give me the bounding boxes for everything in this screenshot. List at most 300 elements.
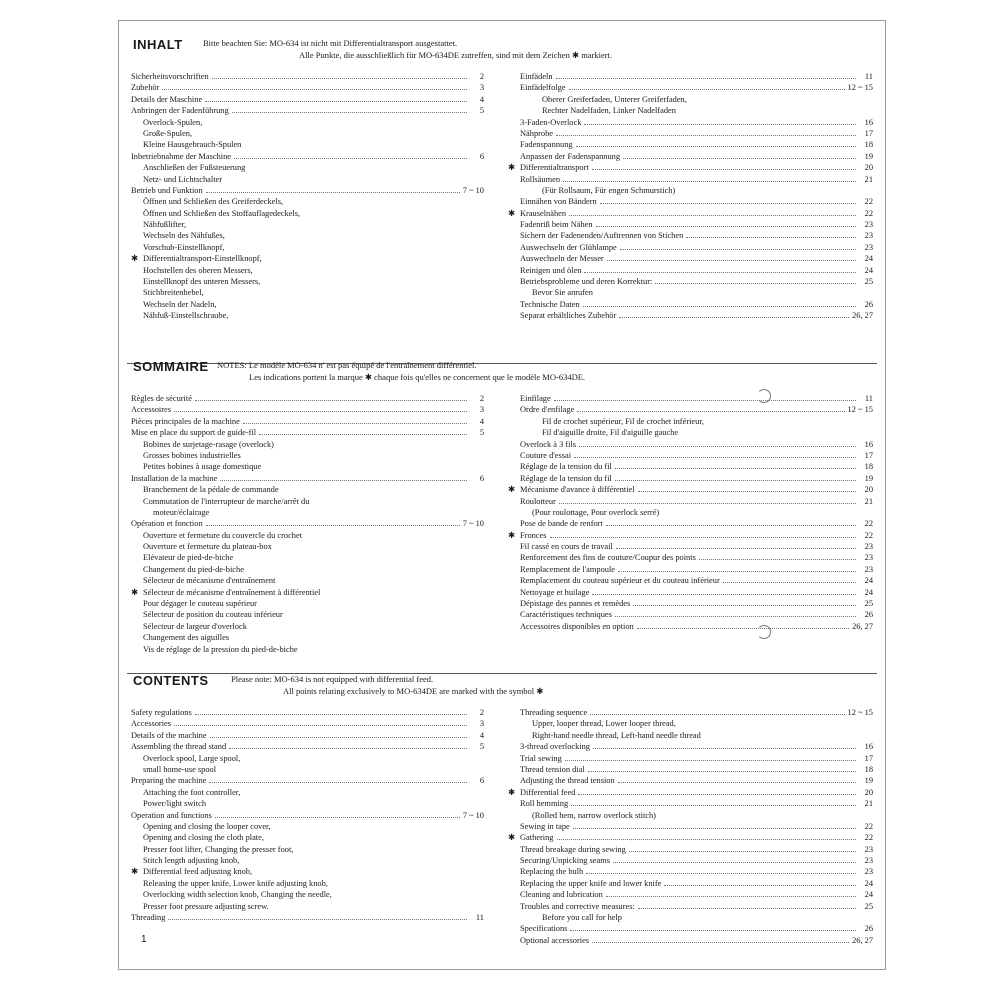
toc-entry-label: Separat erhältliches Zubehör — [520, 311, 617, 321]
toc-entry-label: Öffnen und Schließen des Greiferdeckels, — [143, 197, 284, 207]
toc-entry — [131, 117, 484, 128]
toc-entry-page: 22 — [864, 197, 873, 207]
toc-entry-page: 24 — [864, 265, 873, 275]
toc-entry-label: Branchement de la pédale de commande — [143, 485, 279, 495]
toc-entry-page: 12 ~ 15 — [847, 405, 873, 415]
leader-dots — [576, 139, 856, 147]
toc-entry — [520, 878, 873, 889]
toc-entry-label: Pour dégager le couteau supérieur — [143, 599, 257, 609]
leader-dots — [584, 265, 856, 273]
leader-dots — [590, 707, 844, 715]
toc-entry-label: Safety regulations — [131, 708, 192, 717]
toc-entry-label: Öffnen und Schließen des Stoffauflagedeckels, — [143, 208, 301, 218]
toc-entry — [520, 174, 873, 185]
toc-entry-label: Couture d'essai — [520, 450, 572, 460]
toc-entry — [131, 741, 484, 752]
section-note: Alle Punkte, die ausschließlich für MO-634DE zutreffen, sind mit dem Zeichen ✱ markiert. — [299, 50, 613, 60]
toc-entry — [131, 798, 484, 809]
toc-entry-label: Bobines de surjetage-rasage (overlock) — [143, 439, 274, 449]
toc-entry-page: 12 ~ 15 — [847, 708, 873, 717]
toc-entry — [520, 923, 873, 934]
leader-dots — [615, 609, 856, 617]
toc-entry — [131, 287, 484, 298]
toc-entry-label: Overlocking width selection knob, Changing the needle, — [143, 890, 332, 900]
toc-entry — [520, 621, 873, 632]
toc-entry-label: Accessoires — [131, 405, 171, 415]
toc-entry-label: Threading sequence — [520, 708, 588, 717]
leader-dots — [557, 832, 857, 840]
toc-entry-label: Details der Maschine — [131, 94, 203, 104]
toc-entry-label: Hochstellen des oberen Messers, — [143, 265, 253, 275]
toc-entry-label: Differentialtransport — [520, 163, 589, 173]
toc-entry-label: Troubles and corrective measures: — [520, 901, 635, 911]
toc-entry-label: Releasing the upper knife, Lower knife adjusting knob, — [143, 878, 328, 888]
leader-dots — [618, 564, 856, 572]
toc-entry-page: 23 — [864, 564, 873, 574]
toc-entry-label: moteur/éclairage — [153, 507, 210, 517]
leader-dots — [569, 208, 856, 216]
toc-entry-label: Adjusting the thread tension — [520, 776, 615, 786]
toc-entry-label: Mécanisme d'avance à différentiel — [520, 485, 635, 495]
toc-entry-label: Specifications — [520, 924, 568, 934]
toc-entry — [520, 265, 873, 276]
toc-entry-page: 23 — [864, 542, 873, 552]
toc-entry-label: (Für Rollsaum, Für engen Schmurstich) — [542, 185, 676, 195]
toc-entry — [131, 901, 484, 912]
leader-dots — [195, 393, 467, 401]
toc-entry-page: 26 — [864, 299, 873, 309]
toc-entry-label: Differential feed adjusting knob, — [143, 867, 253, 877]
toc-entry-page: 22 — [864, 530, 873, 540]
toc-entry-page: 5 — [479, 742, 484, 752]
toc-entry-label: Opening and closing the cloth plate, — [143, 833, 264, 843]
toc-entry-label: Sichern der Fadenenden/Auftrennen von Stichen — [520, 231, 684, 241]
toc-entry-label: Inbetriebnahme der Maschine — [131, 151, 231, 161]
toc-entry-label: Installation de la machine — [131, 473, 218, 483]
toc-entry — [520, 901, 873, 912]
leader-dots — [577, 404, 844, 412]
toc-entry-label: Details of the machine — [131, 730, 207, 740]
toc-entry-page: 24 — [864, 254, 873, 264]
leader-dots — [699, 552, 856, 560]
toc-entry-label: Differentialtransport-Einstellknopf, — [143, 254, 262, 264]
toc-entry-label: (Pour roulottage, Pour overlock serré) — [532, 507, 660, 517]
leader-dots — [615, 461, 856, 469]
toc-entry-label: Right-hand needle thread, Left-hand needle thread — [532, 730, 701, 740]
toc-entry — [520, 439, 873, 450]
toc-entry-label: Thread breakage during sewing — [520, 844, 626, 854]
leader-dots — [592, 162, 856, 170]
toc-entry-page: 5 — [479, 106, 484, 116]
toc-entry — [520, 935, 873, 946]
toc-entry-label: Thread tension dial — [520, 764, 585, 774]
toc-entry — [520, 71, 873, 82]
toc-entry — [520, 253, 873, 264]
toc-entry — [131, 632, 484, 643]
toc-entry — [131, 439, 484, 450]
toc-entry: ✱ Differential feed adjusting knob, — [131, 867, 253, 877]
toc-entry-page: 21 — [864, 496, 873, 506]
toc-entry — [131, 265, 484, 276]
document-page — [118, 20, 886, 970]
toc-entry-label: Große-Spulen, — [143, 128, 193, 138]
toc-entry-page: 26, 27 — [852, 621, 873, 631]
toc-entry — [131, 775, 484, 786]
toc-entry-label: Presser foot pressure adjusting screw. — [143, 901, 269, 911]
leader-dots — [655, 276, 856, 284]
toc-entry-page: 22 — [864, 821, 873, 831]
toc-entry-page: 24 — [864, 890, 873, 900]
toc-entry-page: 3 — [479, 83, 484, 93]
toc-entry — [520, 889, 873, 900]
leader-dots — [600, 196, 856, 204]
leader-dots — [206, 518, 460, 526]
section-contents — [131, 669, 873, 945]
toc-entry — [520, 753, 873, 764]
leader-dots — [606, 889, 856, 897]
leader-dots — [174, 718, 467, 726]
toc-entry-label: Oberer Greiferfaden, Unterer Greiferfaden, — [542, 94, 687, 104]
toc-entry — [131, 105, 484, 116]
toc-entry — [131, 299, 484, 310]
toc-entry-label: Netz- und Lichtschalter — [143, 174, 223, 184]
toc-entry-label: Optional accessories — [520, 935, 590, 945]
toc-entry-label: Bevor Sie anrufen — [532, 288, 593, 298]
toc-entry-label: Gathering — [520, 833, 554, 843]
toc-entry-label: Dépistage des pannes et remèdes — [520, 599, 631, 609]
toc-entry-page: 24 — [864, 576, 873, 586]
toc-entry-label: Zubehör — [131, 83, 160, 93]
leader-dots — [243, 416, 467, 424]
toc-column-right — [508, 71, 873, 322]
toc-entry-page: 25 — [864, 901, 873, 911]
leader-dots — [550, 530, 856, 538]
toc-entry — [131, 461, 484, 472]
leader-dots — [613, 855, 856, 863]
leader-dots — [616, 541, 856, 549]
toc-entry-page: 7 ~ 10 — [462, 519, 484, 529]
toc-entry-page: 21 — [864, 799, 873, 809]
leader-dots — [195, 707, 467, 715]
toc-entry-page: 19 — [864, 151, 873, 161]
toc-entry-label: Mise en place du support de guide-fil — [131, 428, 257, 438]
toc-entry — [131, 707, 484, 718]
toc-entry-label: Einfädelfolge — [520, 83, 566, 93]
toc-entry-label: Trial sewing — [520, 753, 562, 763]
toc-entry-label: Roulotteur — [520, 496, 556, 506]
toc-entry — [520, 310, 873, 321]
toc-entry-label: Einnähen von Bändern — [520, 197, 597, 207]
toc-entry-label: Cleaning and lubrication — [520, 890, 603, 900]
toc-entry-label: Replacing the bulb — [520, 867, 584, 877]
toc-entry — [520, 541, 873, 552]
toc-entry-label: Preparing the machine — [131, 776, 207, 786]
toc-entry — [520, 117, 873, 128]
toc-entry — [131, 242, 484, 253]
toc-entry — [131, 575, 484, 586]
toc-entry — [520, 775, 873, 786]
toc-entry — [520, 718, 873, 729]
toc-entry-label: Réglage de la tension du fil — [520, 462, 612, 472]
toc-entry — [131, 507, 484, 518]
toc-entry — [131, 94, 484, 105]
toc-entry — [520, 707, 873, 718]
toc-entry-page: 20 — [864, 787, 873, 797]
toc-entry — [520, 416, 873, 427]
toc-entry: ✱ Sélecteur de mécanisme d'entraînement à différentiel — [131, 587, 321, 597]
toc-entry-label: Einfilage — [520, 394, 551, 403]
toc-entry-page: 26 — [864, 924, 873, 934]
toc-entry-label: Replacing the upper knife and lower knife — [520, 878, 662, 888]
toc-entry — [520, 866, 873, 877]
toc-column-left — [131, 393, 484, 655]
toc-entry — [131, 151, 484, 162]
toc-entry-label: Stitch length adjusting knob, — [143, 856, 240, 866]
toc-entry-label: Réglage de la tension du fil — [520, 473, 612, 483]
toc-entry-label: Sélecteur de position du couteau inférieur — [143, 610, 283, 620]
toc-entry — [131, 219, 484, 230]
toc-entry — [131, 139, 484, 150]
toc-entry — [131, 621, 484, 632]
toc-entry-page: 3 — [479, 405, 484, 415]
toc-entry-label: Renforcement des fins de couture/Coupur des points — [520, 553, 696, 563]
toc-entry-label: Operation and functions — [131, 810, 212, 820]
leader-dots — [578, 787, 856, 795]
leader-dots — [162, 82, 467, 90]
toc-entry: ✱ Gathering 22 — [508, 833, 873, 843]
toc-entry-label: Betriebsprobleme und deren Korrektur: — [520, 277, 653, 287]
toc-entry — [520, 404, 873, 415]
toc-entry — [131, 393, 484, 404]
toc-entry-label: Rechter Nadelfaden, Linker Nadelfaden — [542, 106, 676, 116]
toc-entry — [520, 242, 873, 253]
toc-entry — [131, 644, 484, 655]
toc-entry — [131, 518, 484, 529]
toc-entry — [131, 541, 484, 552]
toc-entry-label: Petites bobines à usage domestique — [143, 462, 262, 472]
section-inhalt — [131, 33, 873, 358]
toc-entry-page: 6 — [479, 473, 484, 483]
toc-entry-label: Nähprobe — [520, 128, 554, 138]
toc-entry — [131, 473, 484, 484]
toc-entry-label: 3-Faden-Overlock — [520, 117, 582, 127]
toc-entry-page: 23 — [864, 231, 873, 241]
leader-dots — [259, 427, 467, 435]
toc-entry-label: Sélecteur de mécanisme d'entraînement à différentiel — [143, 587, 321, 597]
toc-entry-page: 7 ~ 10 — [462, 185, 484, 195]
toc-entry-label: Wechseln der Nadeln, — [143, 299, 217, 309]
leader-dots — [210, 730, 467, 738]
leader-dots — [606, 518, 856, 526]
toc-entry-label: Einfädeln — [520, 72, 553, 81]
section-title: INHALT — [133, 37, 183, 52]
toc-entry-page: 7 ~ 10 — [462, 810, 484, 820]
toc-entry — [131, 427, 484, 438]
toc-entry-label: Commutation de l'interrupteur de marche/arrêt du — [143, 496, 310, 506]
toc-entry-label: Wechseln des Nähfußes, — [143, 231, 225, 241]
section-note: NOTES: Le modèle MO-634 n' est pas équipé de l'entraînement différentiel. — [217, 360, 477, 370]
toc-entry — [131, 821, 484, 832]
leader-dots — [174, 404, 467, 412]
toc-entry — [131, 276, 484, 287]
toc-entry-page: 25 — [864, 599, 873, 609]
toc-entry-page: 4 — [479, 730, 484, 740]
toc-entry-label: Fronces — [520, 530, 547, 540]
leader-dots — [573, 821, 856, 829]
toc-entry-label: Anbringen der Fadenführung — [131, 106, 229, 116]
toc-entry-page: 25 — [864, 277, 873, 287]
section-title: SOMMAIRE — [133, 359, 209, 374]
toc-entry-label: (Rolled hem, narrow overlock stitch) — [532, 810, 656, 820]
toc-entry — [520, 609, 873, 620]
toc-entry-label: Pièces principales de la machine — [131, 416, 240, 426]
toc-entry — [520, 450, 873, 461]
toc-entry — [131, 878, 484, 889]
toc-entry-page: 26 — [864, 610, 873, 620]
toc-entry-page: 3 — [479, 719, 484, 729]
leader-dots — [638, 901, 856, 909]
toc-entry-label: Ouverture et fermeture du plateau-box — [143, 542, 272, 552]
toc-entry-label: Règles de sécurité — [131, 394, 192, 403]
toc-entry-page: 6 — [479, 151, 484, 161]
toc-entry-page: 23 — [864, 242, 873, 252]
leader-dots — [556, 71, 856, 79]
toc-entry-page: 21 — [864, 174, 873, 184]
leader-dots — [569, 82, 845, 90]
toc-entry — [520, 798, 873, 809]
punch-hole-mark — [757, 389, 771, 403]
leader-dots — [629, 844, 856, 852]
leader-dots — [618, 775, 856, 783]
toc-entry — [520, 821, 873, 832]
leader-dots — [637, 621, 849, 629]
toc-entry-page: 22 — [864, 519, 873, 529]
toc-entry-page: 5 — [479, 428, 484, 438]
toc-entry-label: Differential feed — [520, 787, 576, 797]
toc-entry — [520, 461, 873, 472]
toc-entry — [520, 151, 873, 162]
toc-entry-label: Threading — [131, 913, 166, 923]
toc-entry — [520, 94, 873, 105]
toc-entry-label: Anschließen der Fußsteuerung — [143, 163, 246, 173]
toc-entry-label: Nettoyage et huilage — [520, 587, 590, 597]
toc-entry-page: 16 — [864, 117, 873, 127]
toc-entry-label: 3-thread overlocking — [520, 742, 590, 752]
toc-entry — [520, 587, 873, 598]
leader-dots — [623, 151, 856, 159]
toc-entry-page: 18 — [864, 764, 873, 774]
toc-entry — [520, 128, 873, 139]
toc-entry-label: Stichbreitenhebel, — [143, 288, 204, 298]
leader-dots — [565, 753, 856, 761]
toc-entry-label: Overlock à 3 fils — [520, 439, 577, 449]
section-header — [131, 669, 873, 707]
leader-dots — [584, 117, 856, 125]
toc-entry — [131, 196, 484, 207]
toc-column-left — [131, 71, 484, 322]
toc-entry-label: Krauselnähen — [520, 208, 567, 218]
toc-entry: ✱ Differential feed 20 — [508, 787, 873, 797]
toc-entry-label: Opération et fonction — [131, 519, 203, 529]
toc-entry-label: Reinigen und ölen — [520, 265, 582, 275]
toc-entry-label: Sewing in tape — [520, 821, 570, 831]
toc-entry — [131, 787, 484, 798]
toc-entry — [520, 196, 873, 207]
toc-entry-page: 22 — [864, 833, 873, 843]
toc-entry — [131, 82, 484, 93]
toc-entry — [520, 575, 873, 586]
toc-entry — [520, 507, 873, 518]
section-note: Les indications portent la marque ✱ chaque fois qu'elles ne concernent que le modèle MO-634DE. — [249, 372, 586, 382]
toc-entry-label: Nähfußlifter, — [143, 220, 187, 230]
toc-entry-page: 17 — [864, 128, 873, 138]
toc-entry-label: Auswechseln der Glühlampe — [520, 242, 617, 252]
toc-entry — [131, 609, 484, 620]
toc-entry — [520, 518, 873, 529]
toc-entry-label: Grosses bobines industrielles — [143, 450, 241, 460]
leader-dots — [638, 484, 856, 492]
leader-dots — [633, 598, 856, 606]
toc-entry-label: Fil de crochet supérieur, Fil de crochet inférieur, — [542, 416, 704, 426]
toc-entry — [520, 912, 873, 923]
toc-entry-page: 2 — [479, 708, 484, 717]
leader-dots — [212, 71, 467, 79]
punch-hole-mark — [757, 625, 771, 639]
toc-entry — [131, 832, 484, 843]
toc-entry — [131, 128, 484, 139]
leader-dots — [588, 764, 856, 772]
toc-entry-label: Einstellknopf des unteren Messers, — [143, 277, 261, 287]
toc-entry-label: Auswechseln der Messer — [520, 254, 604, 264]
toc-entry — [131, 162, 484, 173]
toc-entry-page: 24 — [864, 878, 873, 888]
toc-entry-page: 24 — [864, 587, 873, 597]
leader-dots — [593, 741, 856, 749]
toc-entry-label: Remplacement du couteau supérieur et du couteau inférieur — [520, 576, 720, 586]
toc-entry-label: Vis de réglage de la pression du pied-de-biche — [143, 644, 298, 654]
toc-column-left — [131, 707, 484, 946]
toc-entry — [520, 730, 873, 741]
toc-entry — [520, 552, 873, 563]
toc-entry — [520, 185, 873, 196]
toc-entry — [131, 208, 484, 219]
toc-entry-page: 22 — [864, 208, 873, 218]
toc-entry: ✱ Differentialtransport 20 — [508, 163, 873, 173]
section-header — [131, 33, 873, 71]
toc-entry — [131, 730, 484, 741]
toc-entry-label: Caractéristiques techniques — [520, 610, 612, 620]
leader-dots — [571, 798, 856, 806]
toc-entry — [131, 753, 484, 764]
leader-dots — [209, 775, 467, 783]
toc-entry — [520, 855, 873, 866]
toc-entry — [520, 473, 873, 484]
toc-entry — [520, 276, 873, 287]
toc-entry — [131, 810, 484, 821]
toc-entry-label: Rollsäumen — [520, 174, 561, 184]
toc-entry-page: 4 — [479, 94, 484, 104]
toc-entry — [520, 598, 873, 609]
toc-entry-page: 23 — [864, 553, 873, 563]
toc-entry-label: Assembling the thread stand — [131, 742, 227, 752]
toc-entry — [131, 844, 484, 855]
toc-entry-label: Overlock spool, Large spool, — [143, 753, 241, 763]
toc-entry-label: Ouverture et fermeture du couvercle du crochet — [143, 530, 303, 540]
leader-dots — [229, 741, 467, 749]
toc-entry-page: 16 — [864, 439, 873, 449]
toc-entry-label: Remplacement de l'ampoule — [520, 564, 615, 574]
leader-dots — [664, 878, 856, 886]
